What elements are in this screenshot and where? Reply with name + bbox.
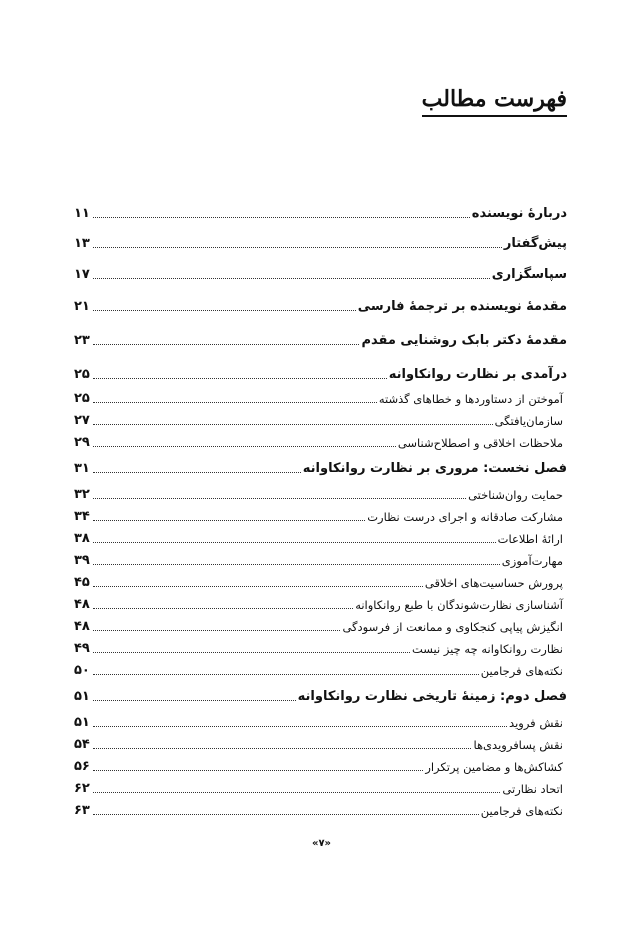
toc-entry[interactable] — [74, 432, 567, 452]
toc-entry-label: فصل نخست: مروری بر نظارت روانکاوانه — [302, 461, 567, 476]
toc-entry[interactable] — [74, 550, 567, 570]
leader-dots — [93, 247, 502, 248]
toc-entry[interactable] — [74, 572, 567, 592]
toc-entry[interactable] — [74, 458, 567, 478]
toc-entry-page: ۴۸ — [74, 619, 90, 634]
toc-entry-label: ملاحظات اخلاقی و اصطلاح‌شناسی — [397, 436, 563, 450]
toc-entry-label: نکته‌های فرجامین — [480, 664, 563, 678]
toc-entry[interactable] — [74, 528, 567, 548]
toc-entry-label: انگیزش پیاپی کنجکاوی و ممانعت از فرسودگی — [342, 620, 563, 634]
leader-dots — [93, 652, 410, 653]
toc-entry-label: دربارهٔ نویسنده — [471, 206, 567, 221]
leader-dots — [93, 402, 377, 403]
toc-entry[interactable] — [74, 686, 567, 706]
toc-entry-page: ۱۱ — [74, 206, 90, 221]
toc-entry-page: ۵۰ — [74, 663, 90, 678]
toc-entry[interactable] — [74, 712, 567, 732]
leader-dots — [93, 792, 500, 793]
toc-entry-page: ۳۴ — [74, 509, 90, 524]
toc-entry[interactable] — [74, 506, 567, 526]
toc-entry-page: ۴۵ — [74, 575, 90, 590]
toc-entry-page: ۲۷ — [74, 413, 90, 428]
toc-entry-page: ۴۸ — [74, 597, 90, 612]
toc-entry-page: ۳۱ — [74, 461, 90, 476]
toc-entry-label: سازمان‌یافتگی — [494, 414, 563, 428]
toc-entry-page: ۵۶ — [74, 759, 90, 774]
toc-entry-page: ۳۲ — [74, 487, 90, 502]
toc-entry[interactable] — [74, 756, 567, 776]
toc-entry[interactable] — [74, 660, 567, 680]
toc-entry[interactable] — [74, 638, 567, 658]
page-title: فهرست مطالب — [422, 86, 567, 117]
toc-entry-label: نقش پسافرویدی‌ها — [473, 738, 563, 752]
toc-entry[interactable] — [74, 594, 567, 614]
toc-entry-page: ۱۳ — [74, 236, 90, 251]
toc-entry-page: ۲۹ — [74, 435, 90, 450]
leader-dots — [93, 608, 353, 609]
toc-entry-label: حمایت روان‌شناختی — [468, 488, 563, 502]
leader-dots — [93, 472, 301, 473]
toc-entry-page: ۵۴ — [74, 737, 90, 752]
leader-dots — [93, 424, 493, 425]
leader-dots — [93, 498, 466, 499]
toc-entry[interactable] — [74, 203, 567, 223]
toc-entry[interactable] — [74, 330, 567, 350]
toc-entry-label: کشاکش‌ها و مضامین پرتکرار — [425, 760, 563, 774]
toc-entry-page: ۳۹ — [74, 553, 90, 568]
toc-entry-label: آموختن از دستاوردها و خطاهای گذشته — [378, 392, 563, 406]
toc-entry-label: درآمدی بر نظارت روانکاوانه — [388, 367, 567, 382]
toc-entry-page: ۱۷ — [74, 267, 90, 282]
leader-dots — [93, 726, 507, 727]
leader-dots — [93, 278, 490, 279]
toc-entry-label: مقدمهٔ دکتر بابک روشنایی مقدم — [361, 333, 567, 348]
leader-dots — [93, 378, 387, 379]
leader-dots — [93, 586, 423, 587]
toc-entry-page: ۵۱ — [74, 715, 90, 730]
toc-entry[interactable] — [74, 296, 567, 316]
toc-entry-label: پیش‌گفتار — [503, 236, 567, 251]
toc-entry[interactable] — [74, 616, 567, 636]
toc-entry-page: ۵۱ — [74, 689, 90, 704]
toc-entry[interactable] — [74, 264, 567, 284]
leader-dots — [93, 700, 296, 701]
toc-entry-label: نقش فروید — [509, 716, 563, 730]
leader-dots — [93, 630, 340, 631]
toc-entry-label: نظارت روانکاوانه چه چیز نیست — [411, 642, 563, 656]
leader-dots — [93, 446, 396, 447]
toc-entry-label: سپاسگزاری — [491, 267, 567, 282]
leader-dots — [93, 814, 479, 815]
toc-entry[interactable] — [74, 388, 567, 408]
toc-entry-label: مشارکت صادقانه و اجرای درست نظارت — [367, 510, 563, 524]
toc-entry-label: مهارت‌آموزی — [501, 554, 563, 568]
leader-dots — [93, 344, 359, 345]
leader-dots — [93, 542, 496, 543]
toc-entry[interactable] — [74, 778, 567, 798]
leader-dots — [93, 770, 423, 771]
leader-dots — [93, 674, 479, 675]
toc-entry[interactable] — [74, 410, 567, 430]
toc-entry[interactable] — [74, 233, 567, 253]
toc-entry-page: ۲۵ — [74, 367, 90, 382]
toc-entry-label: ارائهٔ اطلاعات — [497, 532, 563, 546]
toc-entry[interactable] — [74, 484, 567, 504]
toc-entry-label: نکته‌های فرجامین — [480, 804, 563, 818]
toc-entry-page: ۳۸ — [74, 531, 90, 546]
leader-dots — [93, 217, 470, 218]
toc-entry-label: مقدمهٔ نویسنده بر ترجمهٔ فارسی — [357, 299, 567, 314]
page-number: «۷» — [311, 838, 332, 849]
toc-entry-label: اتحاد نظارتی — [502, 782, 563, 796]
toc-entry[interactable] — [74, 364, 567, 384]
toc-entry-page: ۲۵ — [74, 391, 90, 406]
toc-entry[interactable] — [74, 734, 567, 754]
toc-entry-page: ۶۳ — [74, 803, 90, 818]
toc-entry-label: پرورش حساسیت‌های اخلاقی — [424, 576, 563, 590]
toc-entry-page: ۲۱ — [74, 299, 90, 314]
leader-dots — [93, 564, 500, 565]
toc-entry-label: آشناسازی نظارت‌شوندگان با طبع روانکاوانه — [355, 598, 563, 612]
toc-entry-page: ۴۹ — [74, 641, 90, 656]
toc-entry-page: ۲۳ — [74, 333, 90, 348]
toc-entry[interactable] — [74, 800, 567, 820]
leader-dots — [93, 748, 471, 749]
leader-dots — [93, 310, 356, 311]
toc-entry-page: ۶۲ — [74, 781, 90, 796]
toc-entry-label: فصل دوم: زمینهٔ تاریخی نظارت روانکاوانه — [297, 689, 567, 704]
leader-dots — [93, 520, 365, 521]
